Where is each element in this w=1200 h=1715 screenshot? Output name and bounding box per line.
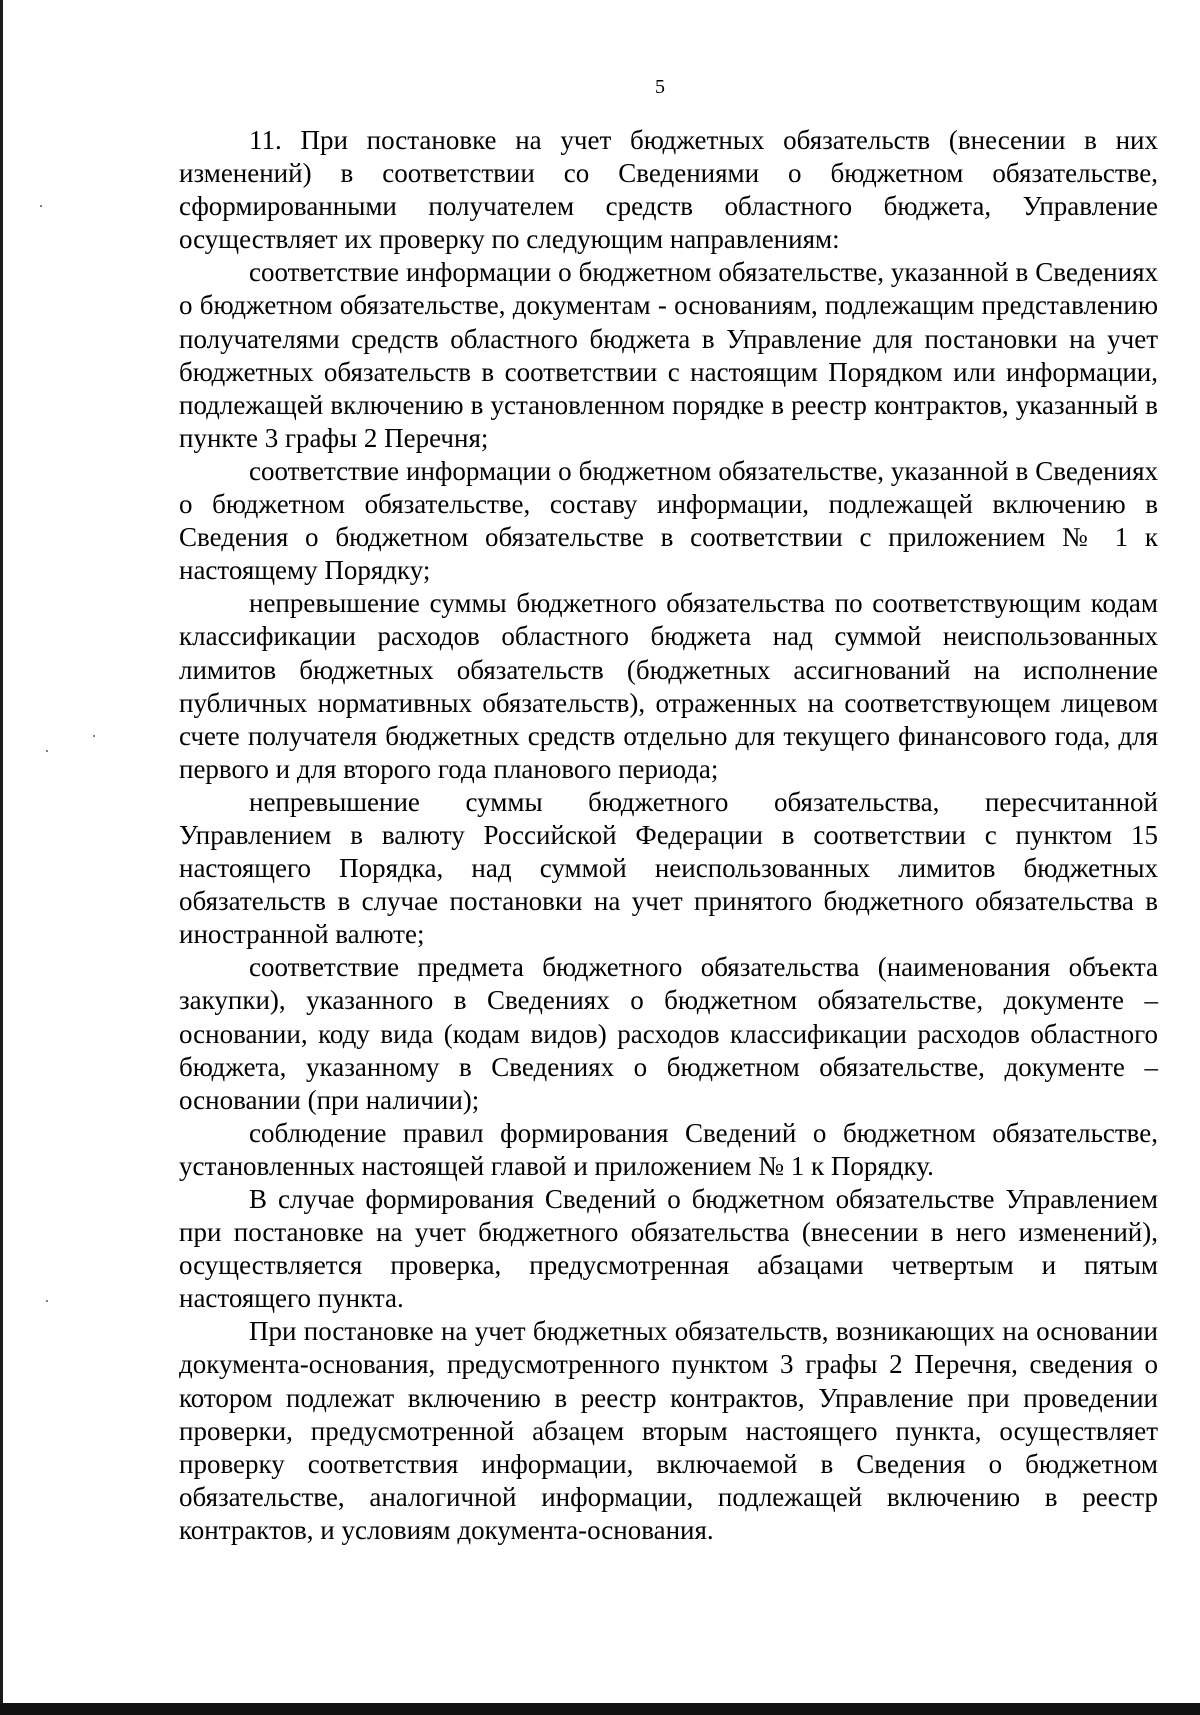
scan-border-bottom [0, 1703, 1200, 1715]
paragraph-currency-not-exceeded: непревышение суммы бюджетного обязательства, пересчитанной Управлением в валюту Российской Федерации в соответствии с пунктом 15 настоящего Порядка, над суммой неиспользованных лимитов бюджетных обязательств в случае постановки на учет принятого бюджетного обязательства в иностранной валюте; [179, 786, 1158, 950]
page-number: 5 [655, 76, 665, 98]
paragraph-subject-compliance: соответствие предмета бюджетного обязательства (наименования объекта закупки), указанного в Сведениях о бюджетном обязательстве, документе – основании, коду вида (кодам видов) расходов классификации расходов областного бюджета, указанному в Сведениях о бюджетном обязательстве, документе – основании (при наличии); [179, 952, 1158, 1115]
scan-border-left [0, 0, 3, 1715]
paragraph-management-formation: В случае формирования Сведений о бюджетном обязательстве Управлением при постановке на учет бюджетного обязательства (внесении в него изменений), осуществляется проверка, предусмотренная абзацами четвертым и пятым настоящего пункта. [179, 1184, 1158, 1314]
paragraph-limits-not-exceeded: непревышение суммы бюджетного обязательства по соответствующим кодам классификации расходов областного бюджета над суммой неиспользованных лимитов бюджетных обязательств (бюджетных ассигнований на исполнение публичных нормативных обязательств), отраженных на соответствующем лицевом счете получателя бюджетных средств отдельно для текущего финансового года, для первого и для второго года планового периода; [179, 588, 1158, 784]
paragraph-contracts-registry: При постановке на учет бюджетных обязательств, возникающих на основании документа-основания, предусмотренного пунктом 3 графы 2 Перечня, сведения о котором подлежат включению в реестр контрактов, Управление при проведении проверки, предусмотренной абзацем вторым настоящего пункта, осуществляет проверку соответствия информации, включаемой в Сведения о бюджетном обязательстве, аналогичной информации, подлежащей включению в реестр контрактов, и условиям документа-основания. [179, 1316, 1158, 1545]
scan-speck [46, 1300, 48, 1302]
paragraph-document-compliance: соответствие информации о бюджетном обязательстве, указанной в Сведениях о бюджетном обязательстве, документам - основаниям, подлежащим представлению получателями средств областного бюджета в Управление для постановки на учет бюджетных обязательств в соответствии с настоящим Порядком или информации, подлежащей включению в установленном порядке в реестр контрактов, указанный в пункте 3 графы 2 Перечня; [179, 257, 1158, 453]
document-body [179, 124, 1158, 1547]
scan-speck [93, 735, 95, 737]
paragraph-rules-observance: соблюдение правил формирования Сведений о бюджетном обязательстве, установленных настоящей главой и приложением № 1 к Порядку. [179, 1117, 1158, 1181]
scan-speck [40, 205, 42, 207]
paragraph-11-intro: 11. При постановке на учет бюджетных обязательств (внесении в них изменений) в соответствии со Сведениями о бюджетном обязательстве, сформированными получателем средств областного бюджета, Управление осуществляет их проверку по следующим направлениям: [179, 125, 1158, 255]
scan-speck [46, 750, 48, 752]
paragraph-composition-compliance: соответствие информации о бюджетном обязательстве, указанной в Сведениях о бюджетном обязательстве, составу информации, подлежащей включению в Сведения о бюджетном обязательстве в соответствии с приложением № 1 к настоящему Порядку; [179, 455, 1158, 586]
